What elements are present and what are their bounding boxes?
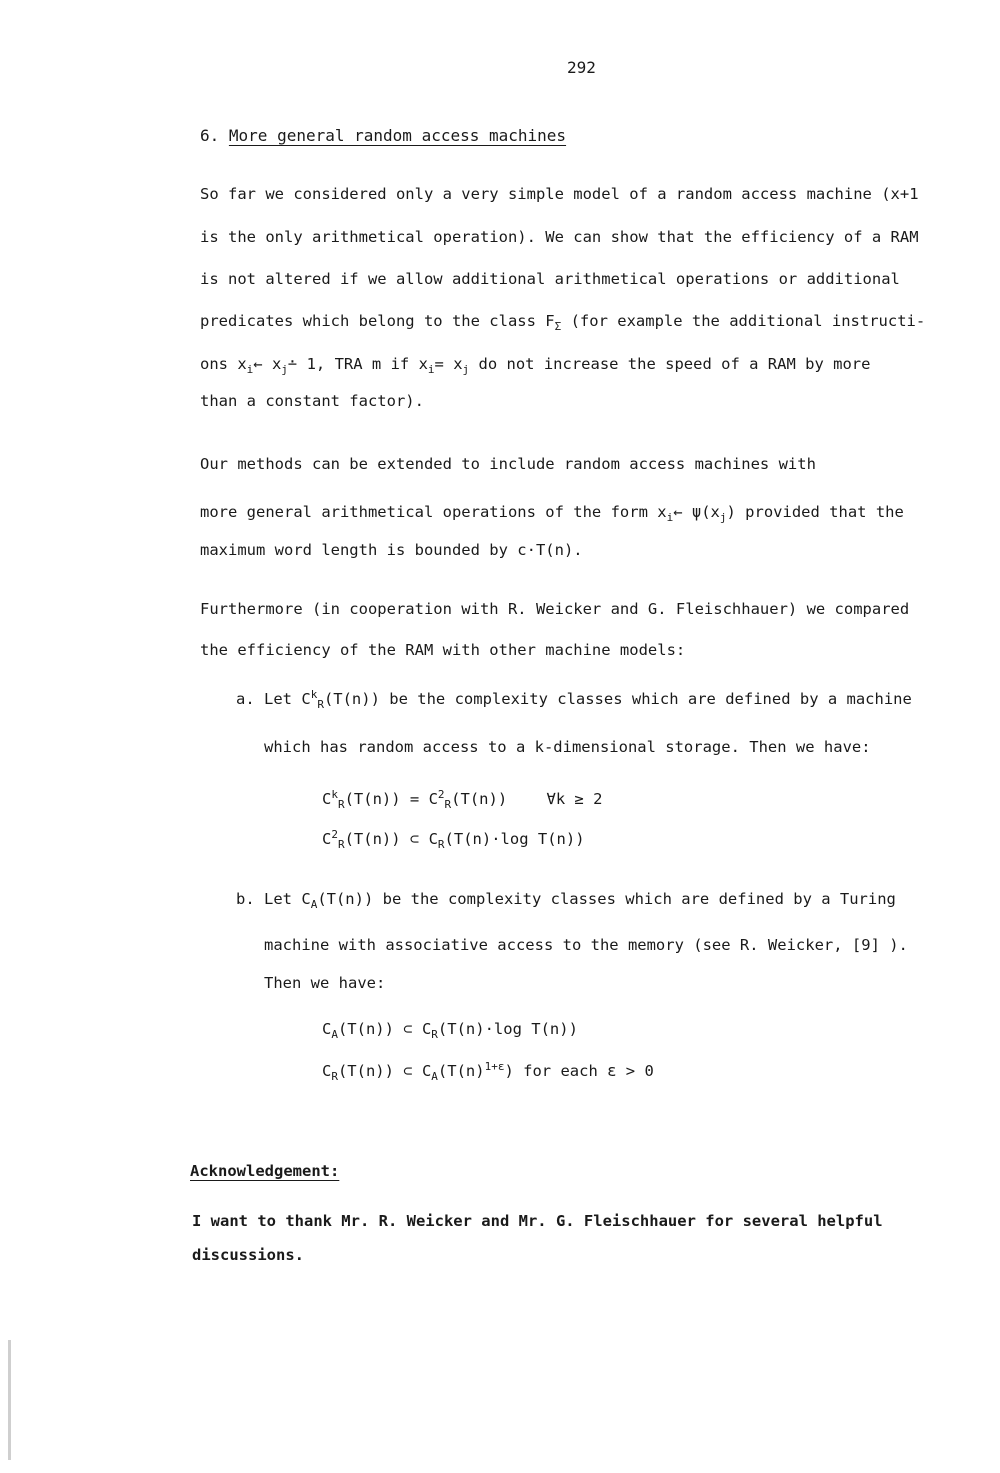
item-a-formula1: $C^k_R(T(n)) = C^2_R(T(n))$ ∀k ≥ 2 (322, 787, 603, 812)
para1-line2: is the only arithmetical operation). We can show that the efficiency of a RAM (200, 228, 919, 246)
para1-line3: is not altered if we allow additional arithmetical operations or additional (200, 270, 900, 288)
item-a-line1: a. Let $C^k_R(T(n))$ be the complexity classes which are defined by a machine (236, 687, 912, 712)
acknowledgement-line2: discussions. (192, 1246, 304, 1264)
acknowledgement-line1: I want to thank Mr. R. Weicker and Mr. G. Fleischhauer for several helpful (192, 1212, 883, 1230)
item-b-line1: b. Let $C_A(T(n))$ be the complexity classes which are defined by a Turing (236, 890, 896, 912)
para2-line2: more general arithmetical operations of the form $x_i\leftarrow$ $\psi(x_j)$ provided that the (200, 503, 904, 525)
para1-line5: ons $x_i\leftarrow$ $x_j∸$ 1, TRA m if $x_i= x_j$ do not increase the speed of a RAM by more (200, 355, 871, 377)
section-number: 6. (200, 126, 220, 145)
para1-line1: So far we considered only a very simple model of a random access machine (x+1 (200, 185, 919, 203)
section-heading (200, 126, 566, 145)
page-number: 292 (567, 58, 596, 77)
item-b-line2: machine with associative access to the memory (see R. Weicker, [9] ). (264, 936, 908, 954)
scan-edge-mark (8, 1340, 11, 1460)
section-title: More general random access machines (228, 126, 567, 145)
item-b-formula2: $C_R(T(n))$ ⊂ $C_A(T(n)^{1+\varepsilon})$ for each ε > 0 (322, 1059, 654, 1084)
para1-line4: predicates which belong to the class $F_\Sigma$ (for example the additional instructi- (200, 312, 926, 334)
item-a-formula2: $C^2_R(T(n))$ ⊂ $C_R(T(n)\cdot\log$ T(n)) (322, 827, 585, 852)
item-a-line2: which has random access to a k-dimensional storage. Then we have: (264, 738, 871, 756)
item-b-formula1: $C_A(T(n))$ ⊂ $C_R(T(n)\cdot\log$ T(n)) (322, 1020, 578, 1042)
para3-line1: Furthermore (in cooperation with R. Weicker and G. Fleischhauer) we compared (200, 600, 910, 618)
item-b-line3: Then we have: (264, 974, 386, 992)
para3-line2: the efficiency of the RAM with other machine models: (200, 641, 686, 659)
acknowledgement-title: Acknowledgement: (190, 1162, 340, 1180)
para1-line6: than a constant factor). (200, 392, 424, 410)
para2-line1: Our methods can be extended to include random access machines with (200, 455, 816, 473)
para2-line3: maximum word length is bounded by c·T(n). (200, 541, 583, 559)
